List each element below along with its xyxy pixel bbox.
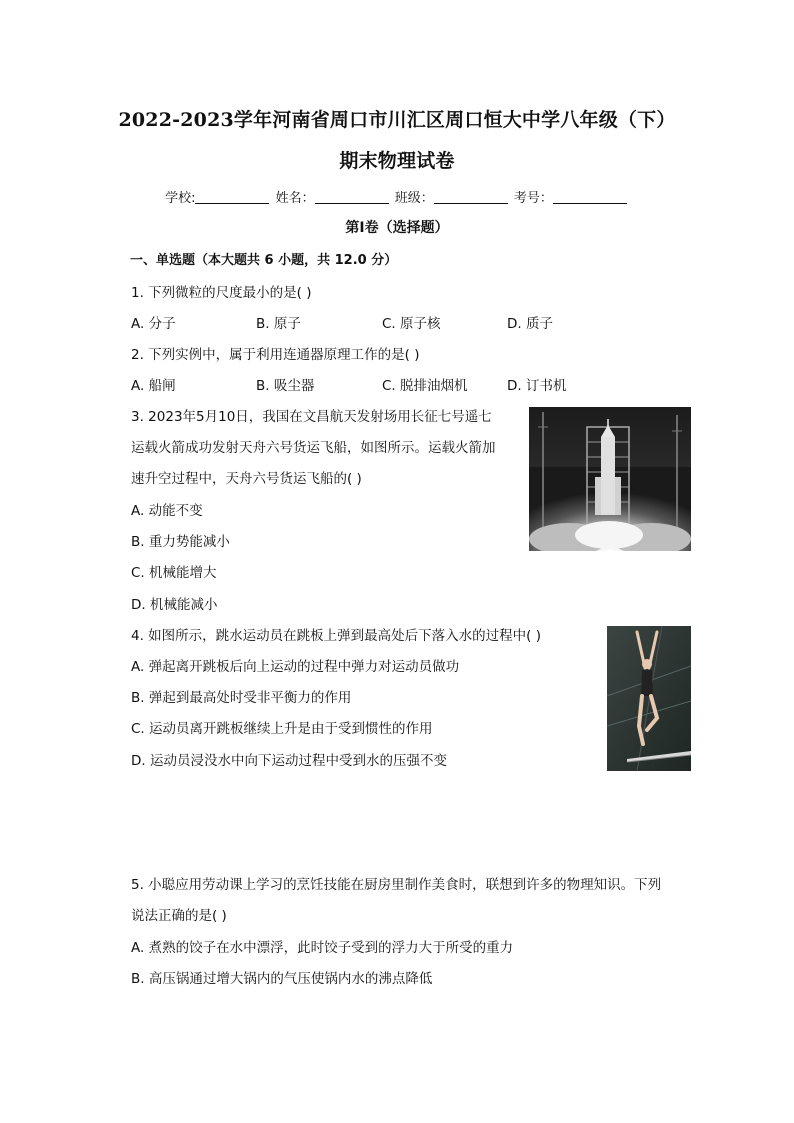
- exam-title-line1: 2022-2023学年河南省周口市川汇区周口恒大中学八年级（下）: [118, 109, 676, 131]
- part-one-heading: 一、单选题（本大题共 6 小题，共 12.0 分）: [130, 253, 398, 268]
- question-4-option-d[interactable]: D. 运动员浸没水中向下运动过程中受到水的压强不变: [131, 753, 447, 769]
- question-3-stem-line1: 3. 2023年5月10日，我国在文昌航天发射场用长征七号遥七: [131, 409, 492, 425]
- question-1-option-c[interactable]: C. 原子核: [382, 316, 441, 332]
- question-2-option-d[interactable]: D. 订书机: [507, 378, 567, 394]
- rocket-launch-photo: [529, 407, 691, 551]
- question-4-stem: 4. 如图所示，跳水运动员在跳板上弹到最高处后下落入水的过程中( ): [131, 628, 541, 644]
- school-label: 学校:: [165, 191, 196, 206]
- question-3-option-a[interactable]: A. 动能不变: [131, 503, 203, 519]
- class-label: 班级：: [394, 191, 434, 206]
- question-5-option-b[interactable]: B. 高压锅通过增大锅内的气压使锅内水的沸点降低: [131, 971, 433, 987]
- question-5-option-a[interactable]: A. 煮熟的饺子在水中漂浮，此时饺子受到的浮力大于所受的重力: [131, 940, 514, 956]
- question-1-option-a[interactable]: A. 分子: [131, 316, 176, 332]
- student-info-line: [0, 187, 794, 206]
- question-2-option-b[interactable]: B. 吸尘器: [256, 378, 315, 394]
- question-3-option-c[interactable]: C. 机械能增大: [131, 565, 217, 581]
- name-label: 姓名：: [275, 191, 315, 206]
- class-blank[interactable]: [434, 191, 508, 204]
- question-1-option-b[interactable]: B. 原子: [256, 316, 301, 332]
- rocket-launch-image: [529, 407, 691, 551]
- question-3-option-b[interactable]: B. 重力势能减小: [131, 534, 230, 550]
- question-4-option-a[interactable]: A. 弹起离开跳板后向上运动的过程中弹力对运动员做功: [131, 659, 460, 675]
- question-4-option-b[interactable]: B. 弹起到最高处时受非平衡力的作用: [131, 690, 352, 706]
- diver-image: [607, 626, 691, 771]
- question-3-stem-line2: 运载火箭成功发射天舟六号货运飞船，如图所示。运载火箭加: [131, 440, 496, 456]
- name-blank[interactable]: [315, 191, 389, 204]
- question-5-stem-line2: 说法正确的是( ): [131, 908, 227, 924]
- question-2-option-c[interactable]: C. 脱排油烟机: [382, 378, 468, 394]
- question-3-stem-line3: 速升空过程中，天舟六号货运飞船的( ): [131, 471, 362, 487]
- question-1-stem: 1. 下列微粒的尺度最小的是( ): [131, 285, 312, 301]
- question-4-option-c[interactable]: C. 运动员离开跳板继续上升是由于受到惯性的作用: [131, 721, 433, 737]
- question-1-option-d[interactable]: D. 质子: [507, 316, 553, 332]
- diver-photo: [607, 626, 691, 771]
- question-2-option-a[interactable]: A. 船闸: [131, 378, 176, 394]
- question-2-stem: 2. 下列实例中，属于利用连通器原理工作的是( ): [131, 347, 420, 363]
- number-label: 考号：: [513, 191, 553, 206]
- school-blank[interactable]: [195, 191, 269, 204]
- number-blank[interactable]: [553, 191, 627, 204]
- question-3-option-d[interactable]: D. 机械能减小: [131, 597, 218, 613]
- section-title: 第I卷（选择题）: [345, 220, 449, 236]
- exam-title-line2: 期末物理试卷: [339, 150, 455, 172]
- question-5-stem-line1: 5. 小聪应用劳动课上学习的烹饪技能在厨房里制作美食时，联想到许多的物理知识。下列: [131, 877, 662, 893]
